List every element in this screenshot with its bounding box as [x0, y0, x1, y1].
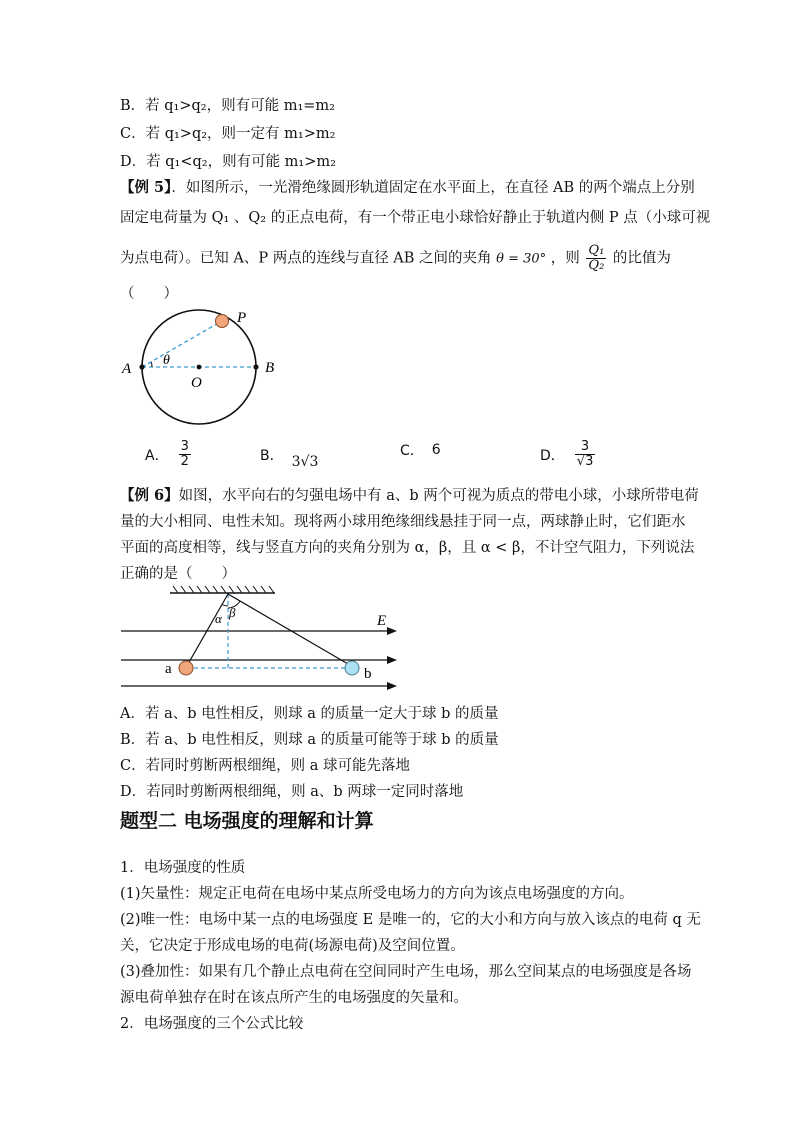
ex5-option-a-label: A．: [145, 447, 169, 464]
ex6-line4: 正确的是（ ）: [120, 566, 236, 582]
ex5-option-d[interactable]: [540, 440, 597, 469]
ex5-text1: ．如图所示，一光滑绝缘圆形轨道固定在水平面上，在直径 AB 的两个端点上分别: [171, 180, 695, 196]
prev-option-c: C．若 q₁>q₂，则一定有 m₁>m₂: [120, 126, 336, 142]
ex5-option-a-den: 2: [180, 454, 189, 469]
ex5-text3a: 为点电荷）。已知 A、P 两点的连线与直径 AB 之间的夹角: [120, 250, 492, 267]
label-o: O: [191, 375, 202, 391]
ceiling: [170, 586, 275, 593]
ex5-option-b-value: 3√3: [291, 454, 319, 470]
ex5-text3c: 的比值为: [612, 250, 671, 267]
point-b: [253, 364, 258, 369]
ex5-option-a-num: 3: [180, 439, 189, 454]
ball-b: [345, 661, 359, 675]
label-beta: β: [229, 605, 236, 620]
ex5-circle-figure: [115, 305, 290, 435]
field-lines: [121, 627, 397, 690]
section-item-7: 2．电场强度的三个公式比较: [120, 1016, 304, 1032]
ex5-ratio-den: Q₂: [588, 258, 605, 273]
ball-a: [179, 661, 193, 675]
ex6-label: 【例 6】: [120, 487, 179, 504]
section-title: 题型二 电场强度的理解和计算: [120, 810, 374, 832]
point-a: [139, 364, 144, 369]
point-o: [197, 365, 202, 370]
ex5-line1: [120, 178, 695, 198]
ex5-ratio-num: Q₁: [588, 243, 605, 258]
ex5-option-b-label: B．: [260, 448, 284, 464]
line-ap: [142, 321, 222, 367]
ball-p: [216, 315, 229, 328]
ex5-option-d-fraction: [575, 440, 596, 469]
section-item-1: 1．电场强度的性质: [120, 860, 246, 876]
alpha-arc: [222, 605, 228, 607]
label-e: E: [377, 613, 387, 629]
section-item-2: (1)矢量性：规定正电荷在电场中某点所受电场力的方向为该点电场强度的方向。: [120, 886, 634, 902]
section-item-3: (2)唯一性：电场中某一点的电场强度 E 是唯一的，它的大小和方向与放入该点的电荷 q 无: [120, 912, 701, 928]
ex5-theta-equation: θ = 30°: [496, 251, 547, 267]
label-alpha: α: [215, 611, 222, 626]
ex5-options: [145, 440, 705, 480]
label-a: A: [122, 361, 132, 377]
label-b: B: [265, 360, 275, 376]
ex5-paren: （ ）: [120, 286, 178, 302]
ex5-option-a[interactable]: [145, 440, 193, 469]
ex5-option-d-den: √3: [576, 454, 594, 469]
ex5-option-a-fraction: [179, 440, 191, 469]
ex6-option-a[interactable]: A．若 a、b 电性相反，则球 a 的质量一定大于球 b 的质量: [120, 706, 499, 722]
ex5-option-d-label: D．: [540, 447, 565, 464]
section-item-5: (3)叠加性：如果有几个静止点电荷在空间同时产生电场，那么空间某点的电场强度是各场: [120, 964, 692, 980]
ex5-line3: [120, 244, 671, 273]
label-ball-a: a: [165, 661, 172, 677]
ex6-option-d[interactable]: D．若同时剪断两根细绳，则 a、b 两球一定同时落地: [120, 784, 464, 800]
ex5-option-d-num: 3: [575, 440, 596, 455]
ex6-field-figure: [115, 585, 410, 695]
ex6-text1: 如图，水平向右的匀强电场中有 a、b 两个可视为质点的带电小球，小球所带电荷: [178, 488, 699, 504]
section-item-4: 关，它决定于形成电场的电荷(场源电荷)及空间位置。: [120, 938, 465, 954]
ex5-ratio-fraction: [586, 244, 606, 273]
theta-arc: [151, 362, 152, 367]
ex6-option-b[interactable]: B．若 a、b 电性相反，则球 a 的质量可能等于球 b 的质量: [120, 732, 499, 748]
prev-option-b: B．若 q₁>q₂，则有可能 m₁=m₂: [120, 98, 335, 114]
ex5-line2: 固定电荷量为 Q₁ 、Q₂ 的正点电荷，有一个带正电小球恰好静止于轨道内侧 P 点（小球可视: [120, 210, 711, 226]
ex6-line1: [120, 486, 699, 506]
ex5-option-c-label: C．: [400, 443, 424, 459]
ex6-line2: 量的大小相同、电性未知。现将两小球用绝缘细线悬挂于同一点，两球静止时，它们距水: [120, 514, 686, 530]
ex5-option-b[interactable]: [260, 440, 318, 470]
thread-b: [228, 594, 348, 664]
ex6-line3: 平面的高度相等，线与竖直方向的夹角分别为 α，β，且 α < β，不计空气阻力，下列说法: [120, 540, 695, 556]
label-ball-b: b: [364, 666, 372, 682]
ex5-label: 【例 5】: [120, 179, 172, 196]
section-item-6: 源电荷单独存在时在该点所产生的电场强度的矢量和。: [120, 990, 468, 1006]
label-p: P: [237, 310, 247, 326]
prev-option-d: D．若 q₁<q₂，则有可能 m₁>m₂: [120, 154, 336, 170]
ex5-option-c-value: 6: [431, 442, 441, 458]
ex5-text3b: ，则: [550, 250, 580, 267]
label-theta: θ: [163, 353, 170, 368]
ex5-option-c[interactable]: [400, 440, 441, 460]
ex6-option-c[interactable]: C．若同时剪断两根细绳，则 a 球可能先落地: [120, 758, 410, 774]
